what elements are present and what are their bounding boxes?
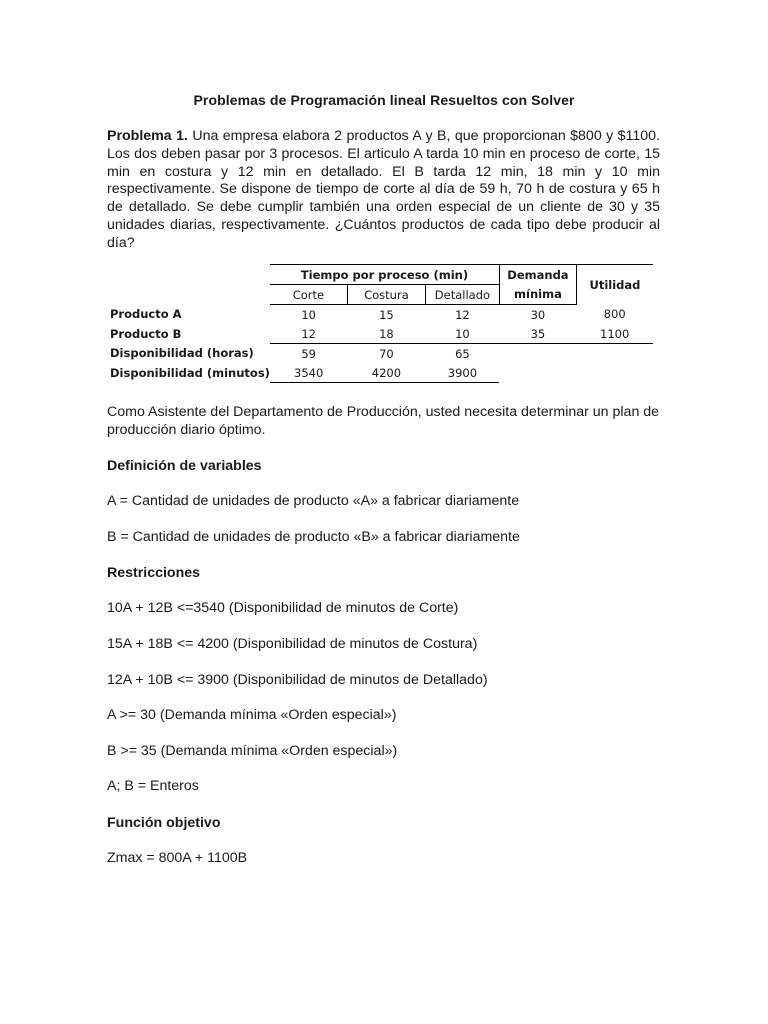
row-label: Disponibilidad (horas) <box>110 346 254 361</box>
variable-definition: A = Cantidad de unidades de producto «A» a fabricar diariamente <box>107 493 520 509</box>
table-row <box>110 324 653 344</box>
objective-heading: Función objetivo <box>107 815 221 831</box>
constraint: A; B = Enteros <box>107 778 199 794</box>
assistant-paragraph: Como Asistente del Departamento de Producción, usted necesita determinar un plan de producción diario óptimo. <box>107 404 660 438</box>
constraint: 12A + 10B <= 3900 (Disponibilidad de minutos de Detallado) <box>107 672 488 688</box>
constraint: 10A + 12B <=3540 (Disponibilidad de minutos de Corte) <box>107 600 459 616</box>
table-row <box>110 344 653 364</box>
table-subheader-row <box>110 285 653 305</box>
cell-demanda: 35 <box>499 324 576 344</box>
cell-utilidad: 800 <box>603 307 626 322</box>
utility-header: Utilidad <box>576 265 653 305</box>
table-row <box>110 363 653 383</box>
cell-demanda: 30 <box>530 307 546 322</box>
cell-corte: 12 <box>270 324 348 344</box>
constraint: 15A + 18B <= 4200 (Disponibilidad de minutos de Costura) <box>107 636 478 652</box>
cell-utilidad: 1100 <box>576 324 653 344</box>
table-header-row <box>110 265 653 285</box>
cell-corte: 59 <box>301 346 316 361</box>
cell-costura: 4200 <box>347 363 425 383</box>
cell-costura: 18 <box>347 324 425 344</box>
subheader-detallado: Detallado <box>425 285 499 305</box>
cell-costura: 70 <box>379 346 394 361</box>
document-title: Problemas de Programación lineal Resueltos con Solver <box>193 92 575 108</box>
variables-heading: Definición de variables <box>107 458 262 474</box>
row-label: Producto B <box>110 326 182 341</box>
cell-corte: 10 <box>301 307 316 322</box>
cell-detallado: 3900 <box>425 363 499 383</box>
table-row <box>110 305 653 325</box>
demand-header-line1: Demanda <box>499 265 576 285</box>
subheader-costura: Costura <box>347 285 425 305</box>
constraints-heading: Restricciones <box>107 565 201 581</box>
problem-label: Problema 1. <box>107 128 188 144</box>
cell-costura: 15 <box>379 307 394 322</box>
constraint: A >= 30 (Demanda mínima «Orden especial») <box>107 707 397 723</box>
cell-detallado: 10 <box>425 324 499 344</box>
cell-detallado: 12 <box>455 307 470 322</box>
cell-corte: 3540 <box>270 363 348 383</box>
group-header: Tiempo por proceso (min) <box>270 265 500 285</box>
data-table <box>110 264 653 383</box>
variable-definition: B = Cantidad de unidades de producto «B» a fabricar diariamente <box>107 529 520 545</box>
subheader-corte: Corte <box>270 285 348 305</box>
row-label: Disponibilidad (minutos) <box>110 365 270 380</box>
constraint: B >= 35 (Demanda mínima «Orden especial») <box>107 743 398 759</box>
problem-text: Una empresa elabora 2 productos A y B, que proporcionan $800 y $1100. Los dos deben pasar por 3 procesos. El articulo A tarda 10 min en proceso de corte, 15 min en costura y 12 min en detallado. El B tarda 12 min, 18 min y 10 min respectivamente. Se dispone de tiempo de corte al día de 59 h, 70 h de costura y 65 h de detallado. Se debe cumplir también una orden especial de un cliente de 30 y 35 unidades diarias, respectivamente. ¿Cuántos productos de cada tipo debe producir al día? <box>107 128 660 251</box>
row-label: Producto A <box>110 307 182 322</box>
cell-detallado: 65 <box>455 346 470 361</box>
demand-header-line2: mínima <box>499 285 576 305</box>
problem-statement <box>107 128 660 253</box>
objective-function: Zmax = 800A + 1100B <box>107 850 248 866</box>
